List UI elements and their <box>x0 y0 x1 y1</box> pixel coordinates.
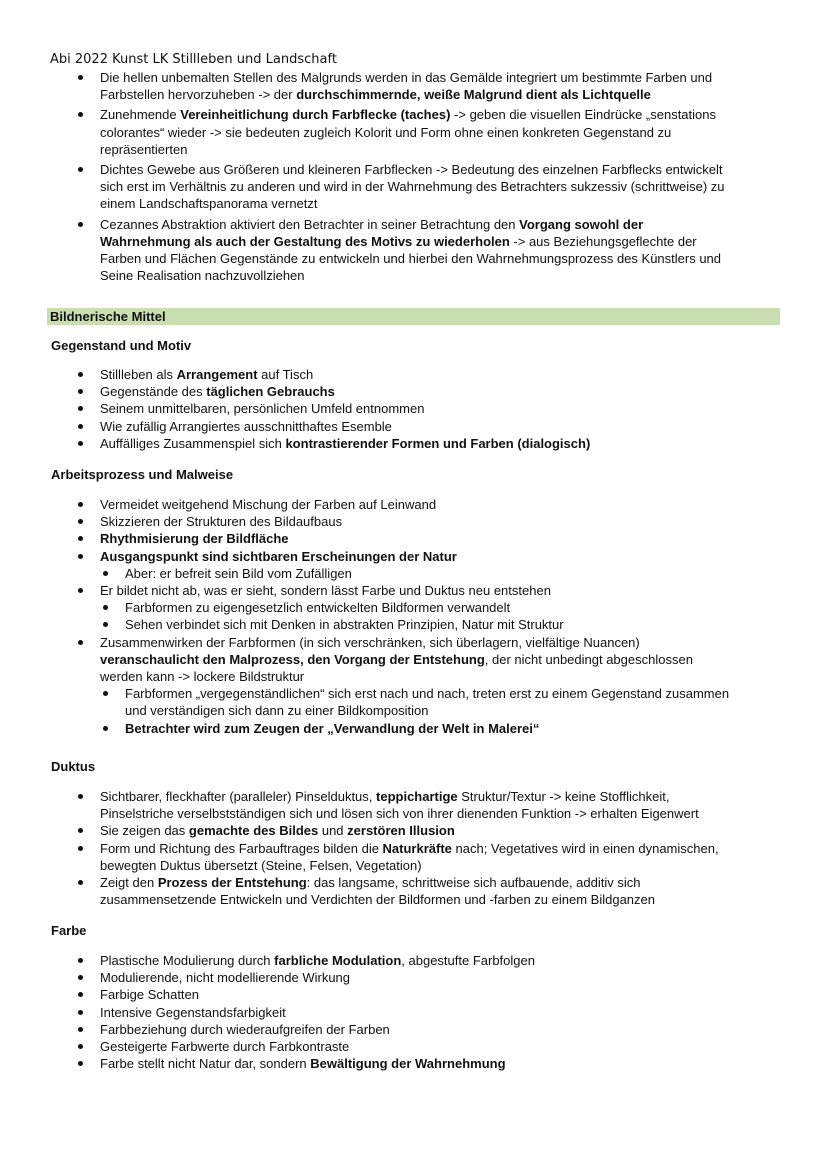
text: : das langsame, schrittweise sich aufbauende, additiv sich <box>306 875 641 891</box>
text: sich erst im Verhältnis zu anderen und wird in der Wahrnehmung des Betrachters sukzessiv (schrittweise) zu <box>100 179 725 195</box>
text: auf Tisch <box>257 367 314 382</box>
text: Pinselstriche verselbstständigen sich und lösen sich von ihrer dienenden Funktion -> erhalten Eigenwert <box>100 806 699 822</box>
list-item <box>51 874 786 908</box>
sub-list-item <box>51 616 786 633</box>
farbe-block <box>51 952 786 1072</box>
list-item <box>51 418 786 435</box>
text: Farbige Schatten <box>100 987 200 1003</box>
text: repräsentierten <box>100 141 188 157</box>
text: Form und Richtung des Farbauftrages bilden die <box>100 840 383 856</box>
text: Wie zufällig Arrangiertes ausschnitthaftes Esemble <box>100 418 392 434</box>
arbeitsprozess-block <box>51 496 786 737</box>
list-item <box>51 216 786 285</box>
text: Farbformen zu eigengesetzlich entwickelten Bildformen verwandelt <box>125 600 511 616</box>
bold-text: teppichartige <box>376 789 458 804</box>
text: Sehen verbindet sich mit Denken in abstrakten Prinzipien, Natur mit Struktur <box>125 617 564 633</box>
bold-text: Betrachter wird zum Zeugen der „Verwandlung der Welt in Malerei“ <box>125 720 540 736</box>
text: einem Landschaftspanorama vernetzt <box>100 196 318 212</box>
text: , der nicht unbedingt abgeschlossen <box>484 651 693 667</box>
section-heading: Bildnerische Mittel <box>50 309 166 324</box>
bold-text: Prozess der Entstehung <box>157 875 307 891</box>
bold-text: veranschaulicht den Malprozess, den Vorgang der Entstehung <box>100 651 485 667</box>
text: Struktur/Textur -> keine Stofflichkeit, <box>457 789 670 804</box>
bold-text: Wahrnehmung als auch der Gestaltung des Motivs zu wiederholen <box>100 233 510 249</box>
text: Cezannes Abstraktion aktiviert den Betrachter in seiner Betrachtung den <box>100 216 520 232</box>
text: Er bildet nicht ab, was er sieht, sondern lässt Farbe und Duktus neu entstehen <box>100 583 551 599</box>
sub-list-item <box>51 720 786 737</box>
list-item <box>51 530 786 547</box>
list-item <box>51 822 786 839</box>
text: bewegten Duktus übersetzt (Steine, Felsen, Vegetation) <box>100 857 422 873</box>
heading-gegenstand: Gegenstand und Motiv <box>51 338 192 353</box>
duktus-list <box>51 788 786 908</box>
text: Dichtes Gewebe aus Größeren und kleineren Farbflecken -> Bedeutung des einzelnen Farbflecks entwickelt <box>100 162 723 178</box>
gegenstand-list <box>51 366 786 452</box>
text: Gesteigerte Farbwerte durch Farbkontraste <box>100 1039 350 1055</box>
text: Zeigt den <box>100 875 158 891</box>
text: colorantes“ wieder -> sie bedeuten zugleich Kolorit und Form ohne einen konkreten Gegenstand zu <box>100 124 672 140</box>
text: Auffälliges Zusammenspiel sich <box>100 435 286 451</box>
list-item <box>51 969 786 986</box>
text: Sie zeigen das <box>100 823 189 839</box>
bold-text: gemachte des Bildes <box>188 823 319 839</box>
heading-duktus: Duktus <box>51 759 96 774</box>
list-item <box>51 1021 786 1038</box>
text: Farbbeziehung durch wiederaufgreifen der Farben <box>100 1021 390 1037</box>
gegenstand-block <box>51 366 786 452</box>
list-item <box>51 513 786 530</box>
text: Sichtbarer, fleckhafter (paralleler) Pinselduktus, <box>100 789 377 804</box>
list-item <box>51 1004 786 1021</box>
list-item <box>51 1055 786 1072</box>
text: Intensive Gegenstandsfarbigkeit <box>100 1004 286 1020</box>
bold-text: zerstören Illusion <box>347 823 455 839</box>
document-title: Abi 2022 Kunst LK Stillleben und Landschaft <box>50 52 337 67</box>
list-item <box>51 435 786 452</box>
text: Aber: er befreit sein Bild vom Zufälligen <box>125 565 352 581</box>
list-item <box>51 840 786 874</box>
bold-text: Vereinheitlichung durch Farbflecke (taches) <box>180 107 451 123</box>
list-item <box>51 1038 786 1055</box>
list-item <box>51 986 786 1003</box>
section-heading-bar <box>47 308 780 325</box>
list-item <box>51 69 786 103</box>
bold-text: Naturkräfte <box>382 840 452 856</box>
heading-arbeitsprozess: Arbeitsprozess und Malweise <box>51 467 234 482</box>
text: Farben und Flächen Gegenstände zu entwickeln und hierbei den Wahrnehmungsprozess des Künstlers und <box>100 251 722 267</box>
text: -> geben die visuellen Eindrücke „senstations <box>450 107 716 123</box>
text: und verständigen sich dann zu einer Bildkomposition <box>125 703 429 719</box>
arbeitsprozess-list <box>51 496 786 737</box>
text: Gegenstände des <box>100 384 207 400</box>
text: Vermeidet weitgehend Mischung der Farben auf Leinwand <box>100 497 437 512</box>
heading-farbe: Farbe <box>51 923 87 938</box>
bold-text: Ausgangspunkt sind sichtbaren Erscheinungen der Natur <box>100 548 457 564</box>
bold-text: Vorgang sowohl der <box>519 216 644 232</box>
list-item <box>51 106 786 158</box>
list-item <box>51 952 786 969</box>
list-item <box>51 496 786 513</box>
list-item <box>51 161 786 213</box>
text: werden kann -> lockere Bildstruktur <box>100 669 305 685</box>
duktus-block <box>51 788 786 908</box>
text: Modulierende, nicht modellierende Wirkung <box>100 970 351 986</box>
list-item <box>51 634 786 686</box>
list-item <box>51 383 786 400</box>
text: Farbe stellt nicht Natur dar, sondern <box>100 1056 311 1072</box>
text: zusammensetzende Entwickeln und Verdichten der Bildformen und -farben zu einem Bildganzen <box>100 892 655 908</box>
text: Farbstellen hervorzuheben -> der <box>100 87 297 103</box>
list-item <box>51 548 786 565</box>
sub-list-item <box>51 685 786 719</box>
text: , abgestufte Farbfolgen <box>401 953 535 968</box>
text: -> aus Beziehungsgeflechte der <box>509 233 697 249</box>
list-item <box>51 366 786 383</box>
text: und <box>318 823 348 839</box>
list-item <box>51 788 786 822</box>
sub-list-item <box>51 599 786 616</box>
farbe-list <box>51 952 786 1072</box>
bold-text: farbliche Modulation <box>274 953 402 968</box>
sub-list-item <box>51 565 786 582</box>
text: Farbformen „vergegenständlichen“ sich erst nach und nach, treten erst zu einem Gegenstand zusammen <box>125 686 730 702</box>
intro-block <box>51 69 786 287</box>
bold-text: Bewältigung der Wahrnehmung <box>310 1056 506 1072</box>
list-item <box>51 582 786 599</box>
text: Plastische Modulierung durch <box>100 953 275 968</box>
text: Seine Realisation nachzuvollziehen <box>100 268 305 284</box>
text: nach; Vegetatives wird in einen dynamischen, <box>451 840 719 856</box>
bold-text: Arrangement <box>176 367 258 382</box>
text: Skizzieren der Strukturen des Bildaufbaus <box>100 514 343 530</box>
text: Seinem unmittelbaren, persönlichen Umfeld entnommen <box>100 401 425 417</box>
bold-text: durchschimmernde, weiße Malgrund dient als Lichtquelle <box>296 87 651 103</box>
bold-text: kontrastierender Formen und Farben (dialogisch) <box>285 435 591 451</box>
list-item <box>51 400 786 417</box>
intro-list <box>51 69 786 284</box>
text: Zusammenwirken der Farbformen (in sich verschränken, sich überlagern, vielfältige Nuancen) <box>100 634 640 650</box>
text: Stillleben als <box>100 367 177 382</box>
bold-text: täglichen Gebrauchs <box>206 384 335 400</box>
bold-text: Rhythmisierung der Bildfläche <box>100 531 289 547</box>
text: Zunehmende <box>100 107 181 123</box>
text: Die hellen unbemalten Stellen des Malgrunds werden in das Gemälde integriert um bestimmte Farben und <box>100 70 713 85</box>
